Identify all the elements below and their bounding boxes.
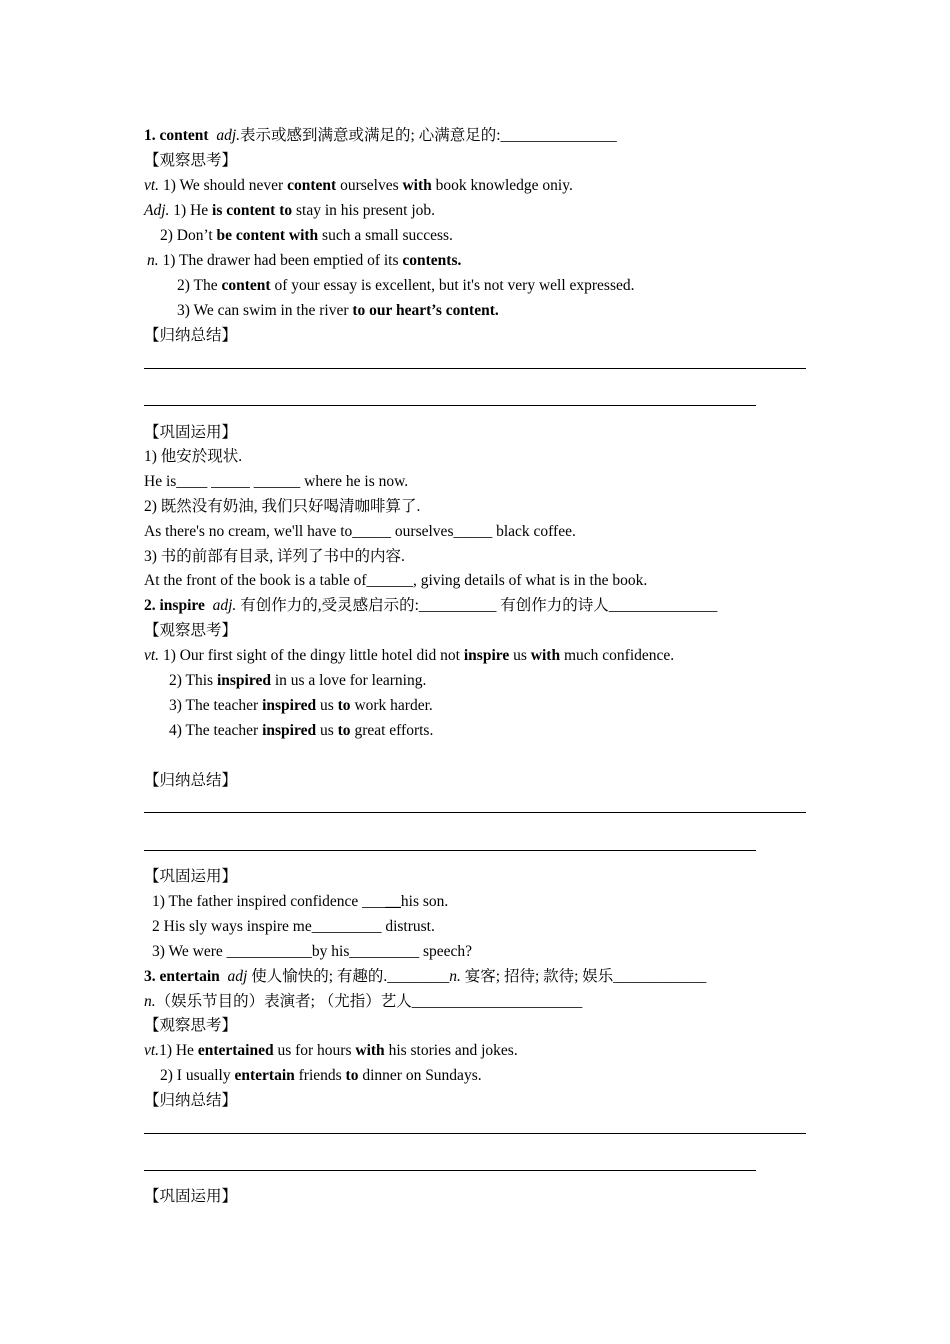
s1-q3-english[interactable]: At the front of the book is a table of______, giving details of what is in the book. [144,572,648,589]
s1-observe-label: 【观察思考】 [144,152,238,169]
s3-vt-example-2: 2) I usually entertain friends to dinner on Sundays. [160,1067,482,1084]
s3-pos: adj [227,968,248,985]
s1-apply-label: 【巩固运用】 [144,424,238,441]
s1-pos: adj. [216,127,241,144]
s2-summary-label: 【归纳总结】 [144,772,238,789]
s1-q2-chinese: 2) 既然没有奶油, 我们只好喝清咖啡算了. [144,498,421,515]
s1-n-example-2: 2) The content of your essay is excellent, but it's not very well expressed. [177,277,635,294]
s2-q3[interactable]: 3) We were ___________by his_________ speech? [152,943,473,960]
s2-summary-line-2[interactable] [144,850,756,851]
s1-q1-chinese: 1) 他安於现状. [144,448,243,465]
s1-definition: 表示或感到满意或满足的; 心满意足的:_______________ [240,127,617,144]
s3-word: 3. entertain [144,968,220,985]
s1-n-example-1: n. 1) The drawer had been emptied of its contents. [147,252,462,269]
s1-adj-example-2: 2) Don’t be content with such a small success. [160,227,453,244]
s2-vt-example-1: vt. 1) Our first sight of the dingy little hotel did not inspire us with much confidence. [144,647,675,664]
s2-vt-example-2: 2) This inspired in us a love for learning. [169,672,427,689]
s1-adj-example-1: Adj. 1) He is content to stay in his present job. [144,202,436,219]
s2-pos: adj. [212,597,237,614]
s2-summary-line-1[interactable] [144,812,806,813]
s3-summary-label: 【归纳总结】 [144,1092,238,1109]
s1-summary-label: 【归纳总结】 [144,327,238,344]
s1-q1-english[interactable]: He is____ _____ ______ where he is now. [144,473,409,490]
s3-heading: 3. entertain adj 使人愉快的; 有趣的.________n. 宴客; 招待; 款待; 娱乐____________ [144,968,707,985]
s2-observe-label: 【观察思考】 [144,622,238,639]
s3-heading-2: n.（娱乐节目的）表演者; （尤指）艺人______________________ [144,993,583,1010]
s3-vt-example-1: vt.1) He entertained us for hours with his stories and jokes. [144,1042,518,1059]
s2-vt-example-4: 4) The teacher inspired us to great efforts. [169,722,434,739]
s2-q1[interactable]: 1) The father inspired confidence _____his son. [152,893,449,910]
s1-q2-english[interactable]: As there's no cream, we'll have to_____ ourselves_____ black coffee. [144,523,576,540]
s3-definition: 使人愉快的; 有趣的.________ [247,968,450,985]
s3-apply-label: 【巩固运用】 [144,1188,238,1205]
s3-observe-label: 【观察思考】 [144,1017,238,1034]
s2-q2[interactable]: 2 His sly ways inspire me_________ distrust. [152,918,435,935]
s1-summary-line-2[interactable] [144,405,756,406]
s3-summary-line-2[interactable] [144,1170,756,1171]
s2-apply-label: 【巩固运用】 [144,868,238,885]
s2-word: 2. inspire [144,597,205,614]
s2-vt-example-3: 3) The teacher inspired us to work harder. [169,697,433,714]
s2-heading [144,596,717,616]
s1-summary-line-1[interactable] [144,368,806,369]
s1-n-example-3: 3) We can swim in the river to our heart’s content. [177,302,499,319]
s1-q3-chinese: 3) 书的前部有目录, 详列了书中的内容. [144,548,405,565]
s1-word: 1. content [144,127,209,144]
s1-vt-example-1: vt. 1) We should never content ourselves with book knowledge oniy. [144,177,573,194]
s3-summary-line-1[interactable] [144,1133,806,1134]
s1-heading [144,126,617,146]
s2-definition: 有创作力的,受灵感启示的:__________ 有创作力的诗人______________ [236,597,718,614]
